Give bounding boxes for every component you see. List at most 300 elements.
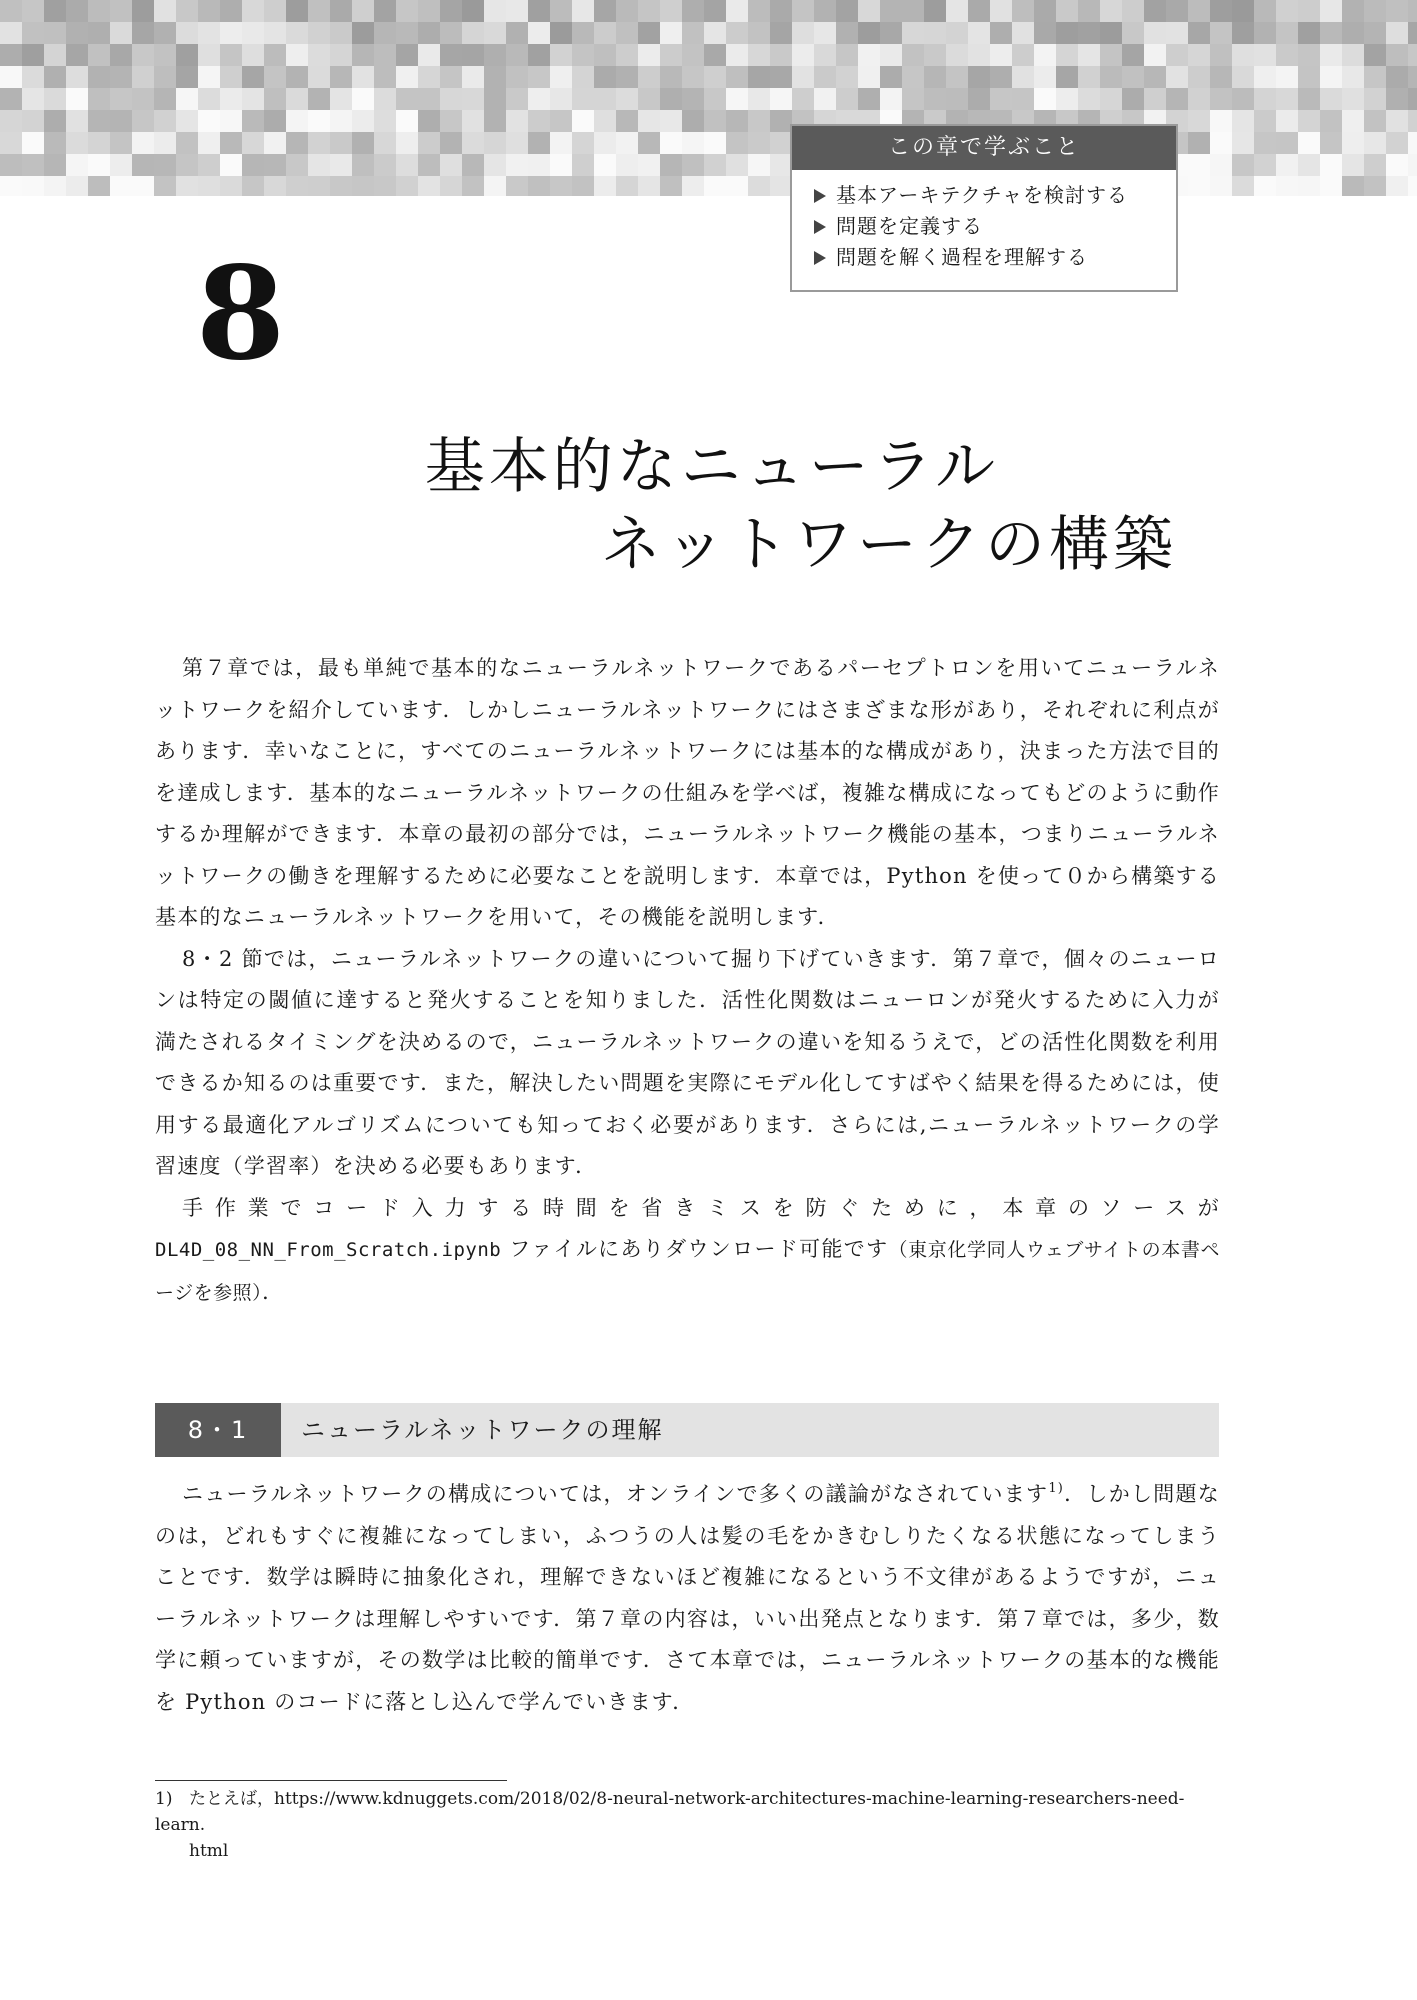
mosaic-cell	[1078, 22, 1100, 44]
mosaic-cell	[66, 88, 88, 110]
mosaic-cell	[110, 0, 132, 22]
mosaic-cell	[1232, 22, 1254, 44]
mosaic-cell	[1232, 88, 1254, 110]
mosaic-cell	[1012, 22, 1034, 44]
mosaic-cell	[286, 66, 308, 88]
mosaic-cell	[242, 176, 264, 196]
mosaic-cell	[462, 110, 484, 132]
mosaic-cell	[550, 110, 572, 132]
mosaic-cell	[902, 66, 924, 88]
mosaic-cell	[704, 66, 726, 88]
mosaic-cell	[110, 110, 132, 132]
mosaic-cell	[176, 110, 198, 132]
mosaic-cell	[726, 110, 748, 132]
mosaic-cell	[1210, 176, 1232, 196]
mosaic-cell	[110, 44, 132, 66]
mosaic-cell	[352, 154, 374, 176]
mosaic-cell	[902, 22, 924, 44]
mosaic-cell	[22, 110, 44, 132]
mosaic-cell	[1364, 176, 1386, 196]
mosaic-cell	[484, 22, 506, 44]
mosaic-cell	[638, 0, 660, 22]
mosaic-cell	[44, 154, 66, 176]
triangle-bullet-icon	[814, 220, 826, 234]
mosaic-cell	[1342, 154, 1364, 176]
mosaic-cell	[220, 132, 242, 154]
mosaic-cell	[418, 176, 440, 196]
mosaic-cell	[286, 0, 308, 22]
mosaic-cell	[858, 22, 880, 44]
mosaic-cell	[1188, 22, 1210, 44]
mosaic-cell	[352, 110, 374, 132]
mosaic-cell	[1320, 88, 1342, 110]
mosaic-cell	[858, 66, 880, 88]
mosaic-cell	[440, 66, 462, 88]
mosaic-cell	[1408, 110, 1417, 132]
mosaic-cell	[418, 154, 440, 176]
mosaic-cell	[814, 66, 836, 88]
mosaic-cell	[1188, 110, 1210, 132]
mosaic-cell	[374, 110, 396, 132]
mosaic-cell	[1144, 66, 1166, 88]
mosaic-cell	[616, 110, 638, 132]
mosaic-cell	[1364, 132, 1386, 154]
mosaic-cell	[198, 88, 220, 110]
mosaic-cell	[638, 22, 660, 44]
mosaic-cell	[616, 0, 638, 22]
mosaic-cell	[286, 44, 308, 66]
mosaic-cell	[902, 44, 924, 66]
mosaic-cell	[396, 110, 418, 132]
mosaic-cell	[506, 176, 528, 196]
mosaic-cell	[418, 44, 440, 66]
mosaic-cell	[22, 0, 44, 22]
mosaic-cell	[0, 66, 22, 88]
mosaic-cell	[616, 132, 638, 154]
mosaic-cell	[880, 22, 902, 44]
mosaic-cell	[418, 0, 440, 22]
header-mosaic-decoration	[0, 0, 1417, 196]
mosaic-cell	[572, 154, 594, 176]
mosaic-cell	[352, 44, 374, 66]
mosaic-cell	[418, 110, 440, 132]
mosaic-cell	[1078, 0, 1100, 22]
mosaic-cell	[1320, 132, 1342, 154]
mosaic-cell	[462, 66, 484, 88]
mosaic-cell	[1408, 132, 1417, 154]
mosaic-cell	[1386, 110, 1408, 132]
mosaic-cell	[308, 132, 330, 154]
mosaic-cell	[1342, 176, 1364, 196]
mosaic-cell	[440, 44, 462, 66]
mosaic-cell	[594, 154, 616, 176]
mosaic-cell	[594, 88, 616, 110]
mosaic-cell	[330, 66, 352, 88]
mosaic-cell	[594, 176, 616, 196]
mosaic-cell	[176, 0, 198, 22]
intro-paragraph-3: 手作業でコード入力する時間を省きミスを防ぐために，本章のソースが DL4D_08_NN_From_Scratch.ipynb ファイルにありダウンロード可能です（東京化学同人ウェブサイトの本書ページを参照）．	[155, 1195, 1220, 1304]
mosaic-cell	[990, 66, 1012, 88]
mosaic-cell	[1188, 88, 1210, 110]
mosaic-cell	[154, 44, 176, 66]
mosaic-cell	[110, 88, 132, 110]
mosaic-cell	[374, 0, 396, 22]
mosaic-cell	[506, 110, 528, 132]
chapter-title-line1: 基本的なニューラル	[424, 432, 999, 502]
mosaic-cell	[132, 22, 154, 44]
mosaic-cell	[572, 66, 594, 88]
mosaic-cell	[1364, 22, 1386, 44]
mosaic-cell	[880, 44, 902, 66]
mosaic-cell	[1276, 88, 1298, 110]
mosaic-cell	[88, 44, 110, 66]
mosaic-cell	[528, 22, 550, 44]
mosaic-cell	[836, 22, 858, 44]
mosaic-cell	[836, 66, 858, 88]
mosaic-cell	[440, 154, 462, 176]
mosaic-cell	[22, 88, 44, 110]
mosaic-cell	[902, 88, 924, 110]
mosaic-cell	[220, 88, 242, 110]
mosaic-cell	[0, 0, 22, 22]
mosaic-cell	[264, 44, 286, 66]
mosaic-cell	[352, 88, 374, 110]
mosaic-cell	[88, 154, 110, 176]
mosaic-cell	[1034, 22, 1056, 44]
mosaic-cell	[0, 154, 22, 176]
mosaic-cell	[1276, 132, 1298, 154]
mosaic-cell	[154, 132, 176, 154]
mosaic-cell	[132, 154, 154, 176]
mosaic-cell	[66, 132, 88, 154]
mosaic-cell	[1320, 154, 1342, 176]
mosaic-cell	[1320, 44, 1342, 66]
mosaic-cell	[198, 22, 220, 44]
mosaic-cell	[418, 88, 440, 110]
mosaic-cell	[0, 44, 22, 66]
mosaic-cell	[814, 44, 836, 66]
mosaic-cell	[1386, 88, 1408, 110]
mosaic-cell	[176, 44, 198, 66]
mosaic-cell	[286, 176, 308, 196]
mosaic-cell	[616, 66, 638, 88]
mosaic-cell	[704, 22, 726, 44]
mosaic-cell	[44, 132, 66, 154]
mosaic-cell	[506, 66, 528, 88]
mosaic-cell	[1342, 22, 1364, 44]
mosaic-cell	[176, 66, 198, 88]
mosaic-cell	[638, 44, 660, 66]
mosaic-cell	[22, 154, 44, 176]
mosaic-cell	[968, 66, 990, 88]
mosaic-cell	[1144, 88, 1166, 110]
triangle-bullet-icon	[814, 189, 826, 203]
mosaic-cell	[242, 132, 264, 154]
mosaic-cell	[1100, 0, 1122, 22]
mosaic-cell	[440, 132, 462, 154]
mosaic-cell	[132, 66, 154, 88]
mosaic-cell	[132, 88, 154, 110]
mosaic-cell	[748, 66, 770, 88]
mosaic-cell	[1122, 0, 1144, 22]
mosaic-cell	[1254, 132, 1276, 154]
mosaic-cell	[660, 176, 682, 196]
footnote	[155, 1786, 1220, 1864]
mosaic-cell	[858, 88, 880, 110]
mosaic-cell	[198, 44, 220, 66]
mosaic-cell	[528, 176, 550, 196]
mosaic-cell	[814, 0, 836, 22]
mosaic-cell	[484, 0, 506, 22]
mosaic-cell	[1254, 154, 1276, 176]
mosaic-cell	[176, 132, 198, 154]
mosaic-cell	[924, 0, 946, 22]
mosaic-cell	[726, 176, 748, 196]
mosaic-cell	[660, 88, 682, 110]
mosaic-cell	[1078, 44, 1100, 66]
chapter-title-line2: ネットワークの構築	[601, 510, 1177, 580]
mosaic-cell	[1100, 44, 1122, 66]
mosaic-cell	[1232, 132, 1254, 154]
mosaic-cell	[1100, 88, 1122, 110]
mosaic-cell	[1364, 154, 1386, 176]
section-heading	[155, 1403, 1219, 1457]
mosaic-cell	[220, 154, 242, 176]
mosaic-cell	[616, 88, 638, 110]
mosaic-cell	[1012, 66, 1034, 88]
mosaic-cell	[1232, 110, 1254, 132]
mosaic-cell	[110, 22, 132, 44]
mosaic-cell	[176, 176, 198, 196]
mosaic-cell	[88, 0, 110, 22]
mosaic-cell	[22, 176, 44, 196]
mosaic-cell	[550, 132, 572, 154]
mosaic-cell	[374, 176, 396, 196]
mosaic-cell	[1078, 66, 1100, 88]
mosaic-cell	[638, 110, 660, 132]
mosaic-cell	[528, 0, 550, 22]
mosaic-cell	[484, 44, 506, 66]
mosaic-cell	[660, 66, 682, 88]
mosaic-cell	[880, 66, 902, 88]
mosaic-cell	[748, 88, 770, 110]
mosaic-cell	[176, 22, 198, 44]
mosaic-cell	[1122, 88, 1144, 110]
mosaic-cell	[770, 176, 792, 196]
mosaic-cell	[44, 44, 66, 66]
mosaic-cell	[1320, 176, 1342, 196]
mosaic-cell	[110, 176, 132, 196]
mosaic-cell	[726, 88, 748, 110]
mosaic-cell	[440, 22, 462, 44]
mosaic-cell	[1210, 22, 1232, 44]
mosaic-cell	[44, 176, 66, 196]
mosaic-cell	[748, 176, 770, 196]
mosaic-cell	[1320, 0, 1342, 22]
mosaic-cell	[770, 132, 792, 154]
mosaic-cell	[1276, 0, 1298, 22]
mosaic-cell	[1166, 44, 1188, 66]
mosaic-cell	[462, 0, 484, 22]
mosaic-cell	[154, 154, 176, 176]
mosaic-cell	[594, 66, 616, 88]
mosaic-cell	[308, 0, 330, 22]
mosaic-cell	[880, 88, 902, 110]
mosaic-cell	[638, 66, 660, 88]
mosaic-cell	[1210, 154, 1232, 176]
mosaic-cell	[1364, 0, 1386, 22]
mosaic-cell	[264, 22, 286, 44]
mosaic-cell	[154, 110, 176, 132]
mosaic-cell	[638, 88, 660, 110]
mosaic-cell	[308, 154, 330, 176]
mosaic-cell	[396, 22, 418, 44]
mosaic-cell	[1254, 66, 1276, 88]
mosaic-cell	[682, 88, 704, 110]
mosaic-cell	[1276, 154, 1298, 176]
chapter-goals-list	[792, 180, 1176, 273]
mosaic-cell	[1144, 44, 1166, 66]
mosaic-cell	[176, 154, 198, 176]
mosaic-cell	[484, 154, 506, 176]
mosaic-cell	[1056, 22, 1078, 44]
mosaic-cell	[924, 44, 946, 66]
mosaic-cell	[1298, 132, 1320, 154]
triangle-bullet-icon	[814, 251, 826, 265]
mosaic-cell	[1232, 154, 1254, 176]
mosaic-cell	[550, 44, 572, 66]
mosaic-cell	[396, 0, 418, 22]
mosaic-cell	[44, 88, 66, 110]
mosaic-cell	[1254, 88, 1276, 110]
mosaic-cell	[198, 0, 220, 22]
mosaic-cell	[286, 22, 308, 44]
mosaic-cell	[726, 154, 748, 176]
mosaic-cell	[726, 44, 748, 66]
mosaic-cell	[528, 110, 550, 132]
mosaic-cell	[396, 66, 418, 88]
mosaic-cell	[1408, 176, 1417, 196]
mosaic-cell	[220, 110, 242, 132]
mosaic-cell	[726, 66, 748, 88]
mosaic-cell	[1364, 110, 1386, 132]
mosaic-cell	[44, 110, 66, 132]
mosaic-cell	[1320, 22, 1342, 44]
intro-text	[155, 648, 1220, 1314]
mosaic-cell	[704, 132, 726, 154]
mosaic-cell	[1386, 22, 1408, 44]
mosaic-cell	[242, 154, 264, 176]
footnote-text: たとえば，https://www.kdnuggets.com/2018/02/8-neural-network-architectures-machine-learning-researchers-need-learn.	[155, 1789, 1185, 1835]
mosaic-cell	[88, 22, 110, 44]
mosaic-cell	[1188, 0, 1210, 22]
mosaic-cell	[1012, 44, 1034, 66]
mosaic-cell	[506, 0, 528, 22]
mosaic-cell	[968, 44, 990, 66]
mosaic-cell	[1232, 44, 1254, 66]
mosaic-cell	[946, 0, 968, 22]
mosaic-cell	[1034, 44, 1056, 66]
mosaic-cell	[1276, 110, 1298, 132]
mosaic-cell	[330, 44, 352, 66]
mosaic-cell	[638, 132, 660, 154]
mosaic-cell	[1342, 0, 1364, 22]
mosaic-cell	[1056, 44, 1078, 66]
mosaic-cell	[1034, 66, 1056, 88]
mosaic-cell	[132, 132, 154, 154]
mosaic-cell	[242, 110, 264, 132]
mosaic-cell	[462, 22, 484, 44]
mosaic-cell	[1276, 176, 1298, 196]
footnote-line-2: html	[189, 1841, 229, 1861]
mosaic-cell	[462, 176, 484, 196]
mosaic-cell	[242, 88, 264, 110]
mosaic-cell	[1122, 22, 1144, 44]
mosaic-cell	[88, 110, 110, 132]
mosaic-cell	[1408, 44, 1417, 66]
mosaic-cell	[682, 132, 704, 154]
mosaic-cell	[748, 22, 770, 44]
mosaic-cell	[1188, 66, 1210, 88]
mosaic-cell	[264, 132, 286, 154]
mosaic-cell	[264, 88, 286, 110]
mosaic-cell	[748, 132, 770, 154]
mosaic-cell	[1144, 0, 1166, 22]
mosaic-cell	[66, 44, 88, 66]
mosaic-cell	[946, 22, 968, 44]
mosaic-cell	[88, 176, 110, 196]
mosaic-cell	[110, 154, 132, 176]
mosaic-cell	[1254, 0, 1276, 22]
mosaic-cell	[462, 154, 484, 176]
mosaic-cell	[330, 0, 352, 22]
mosaic-cell	[374, 22, 396, 44]
mosaic-cell	[374, 66, 396, 88]
mosaic-cell	[594, 0, 616, 22]
mosaic-cell	[352, 0, 374, 22]
mosaic-cell	[968, 0, 990, 22]
mosaic-cell	[704, 88, 726, 110]
mosaic-cell	[814, 88, 836, 110]
mosaic-cell	[682, 154, 704, 176]
mosaic-cell	[1188, 176, 1210, 196]
mosaic-cell	[440, 110, 462, 132]
mosaic-cell	[1408, 154, 1417, 176]
mosaic-cell	[770, 44, 792, 66]
mosaic-cell	[990, 88, 1012, 110]
mosaic-cell	[506, 22, 528, 44]
mosaic-cell	[154, 88, 176, 110]
mosaic-cell	[1210, 44, 1232, 66]
mosaic-cell	[924, 22, 946, 44]
mosaic-cell	[1232, 176, 1254, 196]
mosaic-cell	[374, 44, 396, 66]
mosaic-cell	[286, 154, 308, 176]
mosaic-cell	[1254, 110, 1276, 132]
mosaic-cell	[572, 22, 594, 44]
mosaic-cell	[1298, 110, 1320, 132]
mosaic-cell	[1012, 88, 1034, 110]
mosaic-cell	[330, 132, 352, 154]
mosaic-cell	[374, 88, 396, 110]
mosaic-cell	[1364, 66, 1386, 88]
mosaic-cell	[990, 0, 1012, 22]
mosaic-cell	[770, 110, 792, 132]
mosaic-cell	[1320, 110, 1342, 132]
mosaic-cell	[726, 22, 748, 44]
section-paragraph: ニューラルネットワークの構成については，オンラインで多くの議論がなされています$^{1)}$．しかし問題なのは，どれもすぐに複雑になってしまい，ふつうの人は髪の毛をかきむしりたくなる状態になってしまうことです．数学は瞬時に抽象化され，理解できないほど複雑になるという不文律があるようですが，ニューラルネットワークは理解しやすいです．第７章の内容は，いい出発点となります．第７章では，多少，数学に頼っていますが，その数学は比較的簡単です．さて本章では，ニューラルネットワークの基本的な機能を Python のコードに落とし込んで学んでいきます．	[155, 1481, 1220, 1714]
source-note: （東京化学同人ウェブサイトの本書ページを参照）	[155, 1239, 1220, 1304]
